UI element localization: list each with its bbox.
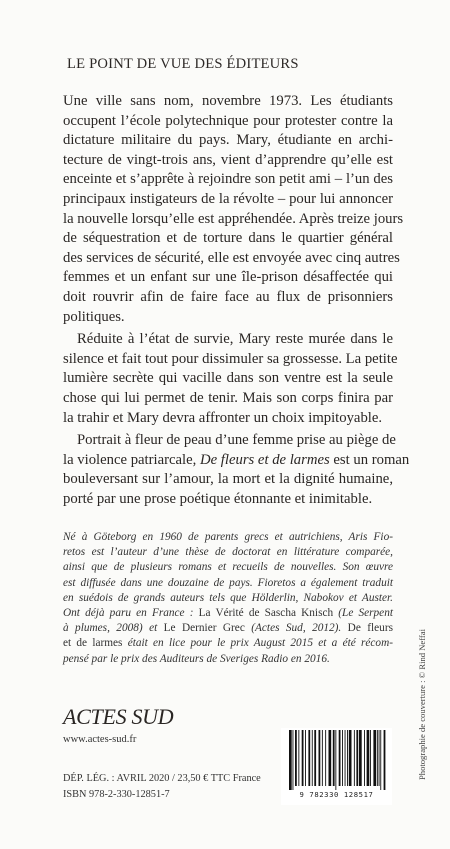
barcode-bar bbox=[377, 730, 378, 786]
text-line: lumière secrète qui vacille dans son ventre est la seule bbox=[63, 370, 393, 387]
synopsis-paragraph-1 bbox=[63, 92, 404, 327]
legal-deposit-price: DÉP. LÉG. : AVRIL 2020 / 23,50 € TTC France bbox=[63, 773, 261, 784]
barcode bbox=[281, 728, 392, 805]
bio-line: pensé par le prix des Auditeurs de Sveriges Radio en 2016. bbox=[63, 652, 330, 665]
barcode-bar bbox=[319, 730, 321, 786]
synopsis-paragraph-3 bbox=[63, 431, 410, 509]
barcode-bar bbox=[302, 730, 304, 786]
section-heading: LE POINT DE VUE DES ÉDITEURS bbox=[67, 56, 299, 72]
bio-line bbox=[63, 606, 393, 621]
text-line: Portrait à fleur de peau d’une femme prise au piège de bbox=[77, 432, 396, 449]
text-line: politiques. bbox=[63, 308, 125, 325]
book-title: De fleurs et de larmes bbox=[200, 451, 330, 468]
text-line: tecture de vingt-trois ans, vient d’apprendre qu’elle est bbox=[63, 151, 393, 168]
barcode-bar bbox=[367, 730, 370, 786]
barcode-bar bbox=[345, 730, 346, 786]
barcode-bar bbox=[314, 730, 316, 786]
barcode-bar bbox=[333, 730, 335, 786]
text-line: enceinte et s’apprête à rejoindre son petit ami – l’un des bbox=[63, 171, 393, 188]
bio-line: ainsi que de plusieurs romans et recueils de nouvelles. Son œuvre bbox=[63, 561, 393, 574]
author-bio bbox=[63, 530, 393, 667]
text-line: Une ville sans nom, novembre 1973. Les étudiants bbox=[63, 93, 393, 109]
barcode-bar bbox=[312, 730, 313, 786]
legal-info bbox=[63, 771, 261, 803]
barcode-bar bbox=[347, 730, 348, 786]
bio-fragment: à plumes, 2008) et bbox=[63, 622, 164, 635]
text-line: des services de sécurité, elle est envoyée avec cinq autres bbox=[63, 249, 400, 266]
text-line bbox=[63, 451, 410, 471]
barcode-bar bbox=[325, 730, 326, 786]
barcode-bar bbox=[370, 730, 371, 786]
barcode-bar bbox=[339, 730, 341, 786]
text-line: porté par une prose poétique étonnante et inimitable. bbox=[63, 490, 373, 507]
text-line: bouleversant sur l’amour, la mort et la dignité humaine, bbox=[63, 471, 393, 488]
barcode-bar bbox=[354, 730, 355, 786]
text-line: la trahir et Mary devra affronter un choix impitoyable. bbox=[63, 409, 383, 426]
text-line: occupent l’école polytechnique pour protester contre la bbox=[63, 112, 393, 129]
bio-fragment: Ont déjà paru en France : bbox=[63, 607, 199, 620]
barcode-bar bbox=[364, 730, 365, 786]
barcode-bar bbox=[298, 730, 299, 786]
text-fragment: est un roman bbox=[329, 451, 410, 468]
bio-title: et de larmes bbox=[63, 637, 128, 650]
bio-line: retos est l’auteur d’une thèse de doctorat en littérature comparée, bbox=[63, 546, 393, 559]
barcode-bar bbox=[379, 730, 380, 786]
publisher-website: www.actes-sud.fr bbox=[63, 734, 137, 745]
bio-title: La Vérité de Sascha Knisch bbox=[198, 607, 339, 620]
barcode-bar bbox=[356, 730, 358, 786]
bio-fragment: (Le Serpent bbox=[338, 607, 393, 620]
text-line: de séquestration et de torture dans le quartier général bbox=[63, 230, 393, 247]
barcode-bar bbox=[293, 730, 294, 790]
text-line: chose qui lui permet de tenir. Mais son corps finira par bbox=[63, 389, 393, 406]
bio-line bbox=[63, 621, 393, 636]
bio-title: Le Dernier Grec bbox=[163, 622, 252, 635]
barcode-bar bbox=[384, 730, 386, 790]
bio-title: De fleurs bbox=[341, 622, 393, 635]
bio-line: en suédois de grands auteurs tels que Hölderlin, Nabokov et Auster. bbox=[63, 591, 393, 604]
barcode-bar bbox=[359, 730, 362, 786]
text-line: femmes et un enfant sur une île-prison désaffectée qui bbox=[63, 269, 393, 286]
text-line: silence et fait tout pour dissimuler sa grossesse. La petite bbox=[63, 350, 398, 367]
text-line: principaux instigateurs de la révolte – pour lui annoncer bbox=[63, 190, 393, 207]
barcode-bar bbox=[322, 730, 323, 786]
barcode-bar bbox=[335, 730, 336, 790]
bio-fragment: était en lice pour le prix August 2015 et a été récom- bbox=[127, 637, 393, 650]
synopsis bbox=[63, 92, 410, 509]
barcode-bar bbox=[305, 730, 306, 786]
bio-line: Né à Göteborg en 1960 de parents grecs et autrichiens, Aris Fio- bbox=[63, 531, 393, 543]
barcode-bars bbox=[281, 728, 392, 790]
barcode-bar bbox=[295, 730, 297, 786]
text-line: doit rouvrir afin de faire face au flux de prisonniers bbox=[63, 288, 393, 305]
barcode-digits: 9 782330 128517 bbox=[299, 790, 374, 799]
barcode-bar bbox=[308, 730, 310, 786]
barcode-bar bbox=[289, 730, 292, 790]
photo-credit: Photographie de couverture : © Rind Neffai bbox=[417, 629, 427, 780]
barcode-bar bbox=[329, 730, 332, 786]
text-line: dictature militaire du pays. Mary, étudiante en archi- bbox=[63, 132, 393, 149]
bio-line: est diffusée dans une douzaine de pays. Fioretos a également traduit bbox=[63, 576, 393, 589]
synopsis-paragraph-2 bbox=[63, 330, 398, 428]
publisher-logo: ACTES SUD bbox=[63, 704, 174, 729]
bio-fragment: (Actes Sud, 2012). bbox=[251, 622, 342, 635]
text-fragment: la violence patriarcale, bbox=[63, 451, 200, 468]
bio-line bbox=[63, 636, 393, 651]
text-line: Réduite à l’état de survie, Mary reste murée dans le bbox=[77, 331, 393, 348]
barcode-bar bbox=[373, 730, 376, 786]
barcode-bar bbox=[349, 730, 352, 786]
isbn: ISBN 978-2-330-12851-7 bbox=[63, 789, 170, 800]
barcode-bar bbox=[342, 730, 343, 786]
barcode-bar bbox=[380, 730, 381, 790]
text-line: la nouvelle lorsqu’elle est appréhendée. Après treize jours bbox=[63, 210, 404, 227]
